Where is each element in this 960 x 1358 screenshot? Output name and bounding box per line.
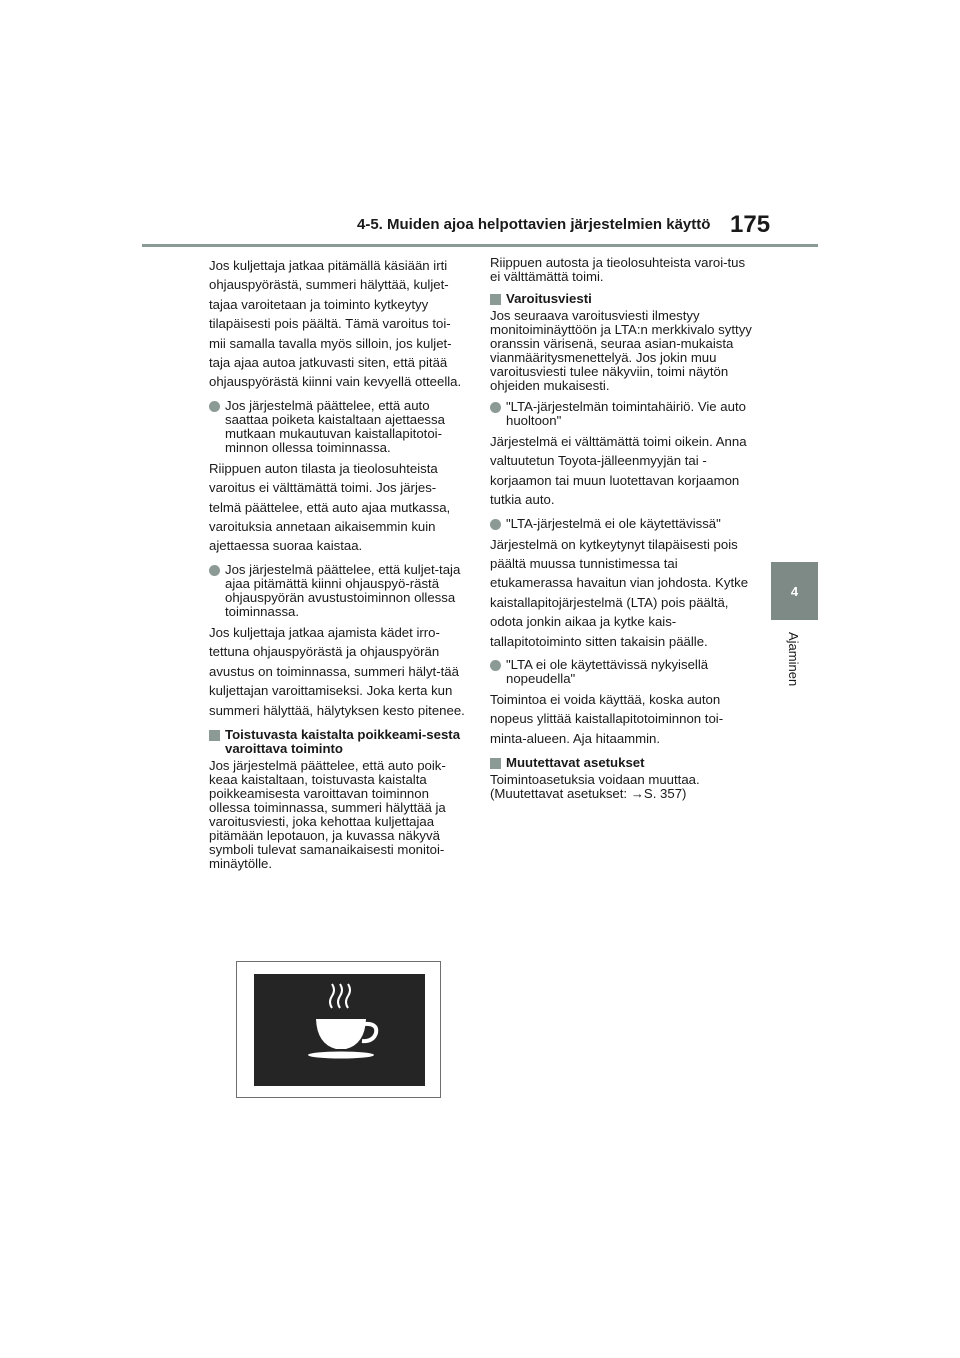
chapter-label: Ajaminen (786, 632, 801, 687)
bullet-dot-icon (209, 565, 220, 576)
bullet-dot-icon (209, 401, 220, 412)
paragraph: Järjestelmä on kytkeytynyt tilapäisesti pois päältä muussa tunnistimessa tai etukamerassa havaitun vian johdosta. Kytke kaistallapitojärjestelmä (LTA) pois päältä, odota jonkin aikaa ja kytke kais-tallapitotoiminto sitten takaisin päälle. (490, 536, 749, 649)
right-column (490, 256, 752, 804)
paragraph: Järjestelmä ei välttämättä toimi oikein. Anna valtuutetun Toyota-jälleenmyyjän tai -korjaamon tai muun luotettavan korjaamon tutkia auto. (490, 434, 747, 508)
coffee-cup-icon (254, 974, 425, 1086)
square-bullet-icon (490, 294, 501, 305)
figure-rest-symbol (236, 961, 441, 1098)
square-bullet-icon (490, 758, 501, 769)
section-heading (490, 756, 752, 770)
bullet-text: "LTA-järjestelmän toimintahäiriö. Vie auto huoltoon" (506, 399, 746, 428)
heading-text: Muutettavat asetukset (506, 755, 645, 771)
chapter-number: 4 (790, 583, 799, 599)
page-number: 175 (730, 211, 771, 238)
bullet-item (209, 563, 467, 619)
section-heading (209, 728, 467, 756)
bullet-text: Jos järjestelmä päättelee, että auto saattaa poiketa kaistaltaan ajettaessa mutkaan mukautuvan kaistallapitotoi-minnon ollessa toiminnassa. (225, 397, 445, 455)
paragraph: Jos kuljettaja jatkaa ajamista kädet irro-tettuna ohjauspyörästä ja ohjauspyörän avustus on toiminnassa, summeri hälyt-tää kuljettajan varoittamiseksi. Joka kerta kun summeri hälyttää, hälytyksen kesto pitenee. (209, 624, 465, 718)
heading-text: Varoitusviesti (506, 291, 592, 306)
paragraph: Jos järjestelmä päättelee, että auto poik-keaa kaistaltaan, toistuvasta kaistalta poikkeamisesta varoittavan toiminnon ollessa toiminnassa, summeri hälyttää ja varoitusviesti, joka kehottaa kuljettajaa pitämään lepotauon, ja kuvassa näkyvä symboli tulevat samanaikaisesti monitoi-minäytölle. (209, 757, 446, 871)
square-bullet-icon (209, 730, 220, 741)
bullet-item (209, 399, 467, 455)
bullet-item (490, 400, 752, 428)
chapter-tab (771, 562, 818, 620)
bullet-text: "LTA ei ole käytettävissä nykyisellä nopeudella" (506, 657, 709, 687)
heading-text: Toistuvasta kaistalta poikkeami-sesta varoittava toiminto (225, 726, 461, 756)
left-column (209, 256, 467, 874)
header-divider (142, 244, 818, 247)
section-heading (490, 292, 752, 306)
display-screen (254, 974, 425, 1086)
paragraph: Toimintoa ei voida käyttää, koska auton nopeus ylittää kaistallapitotoiminnon toi-minta-alueen. Aja hitaammin. (490, 692, 724, 746)
bullet-item (490, 517, 752, 531)
paragraph: Toimintoasetuksia voidaan muuttaa. (Muutettavat asetukset: →S. 357) (490, 772, 700, 802)
section-title: 4-5. Muiden ajoa helpottavien järjestelmien käyttö (357, 216, 711, 233)
paragraph: Jos seuraava varoitusviesti ilmestyy monitoiminäyttöön ja LTA:n merkkivalo syttyy oranssin värisenä, seuraa asian-mukaista vianmääritysmenettelyä. Jos jokin muu varoitusviesti tulee näkyviin, toimi näytön ohjeiden mukaisesti. (490, 308, 752, 393)
bullet-text: "LTA-järjestelmä ei ole käytettävissä" (506, 515, 721, 531)
paragraph: Riippuen autosta ja tieolosuhteista varoi-tus ei välttämättä toimi. (490, 255, 746, 284)
bullet-dot-icon (490, 660, 501, 671)
bullet-dot-icon (490, 402, 501, 413)
paragraph: Riippuen auton tilasta ja tieolosuhteista varoitus ei välttämättä toimi. Jos järjes-telmä päättelee, että auto ajaa mutkassa, varoituksia annetaan aikaisemmin kuin ajettaessa suoraa kaistaa. (209, 460, 451, 554)
bullet-item (490, 658, 752, 686)
paragraph: Jos kuljettaja jatkaa pitämällä käsiään irti ohjauspyörästä, summeri hälyttää, kuljet-tajaa varoitetaan ja toiminto kytkeytyy tilapäisesti pois päältä. Tämä varoitus toi-mii samalla tavalla myös silloin, jos kuljet-taja ajaa autoa jatkuvasti siten, että pitää ohjauspyörästä kiinni vain kevyellä otteella. (209, 258, 462, 390)
bullet-text: Jos järjestelmä päättelee, että kuljet-taja ajaa pitämättä kiinni ohjauspyö-rästä ohjauspyörän avustustoiminnon ollessa toiminnassa. (225, 561, 461, 619)
bullet-dot-icon (490, 519, 501, 530)
